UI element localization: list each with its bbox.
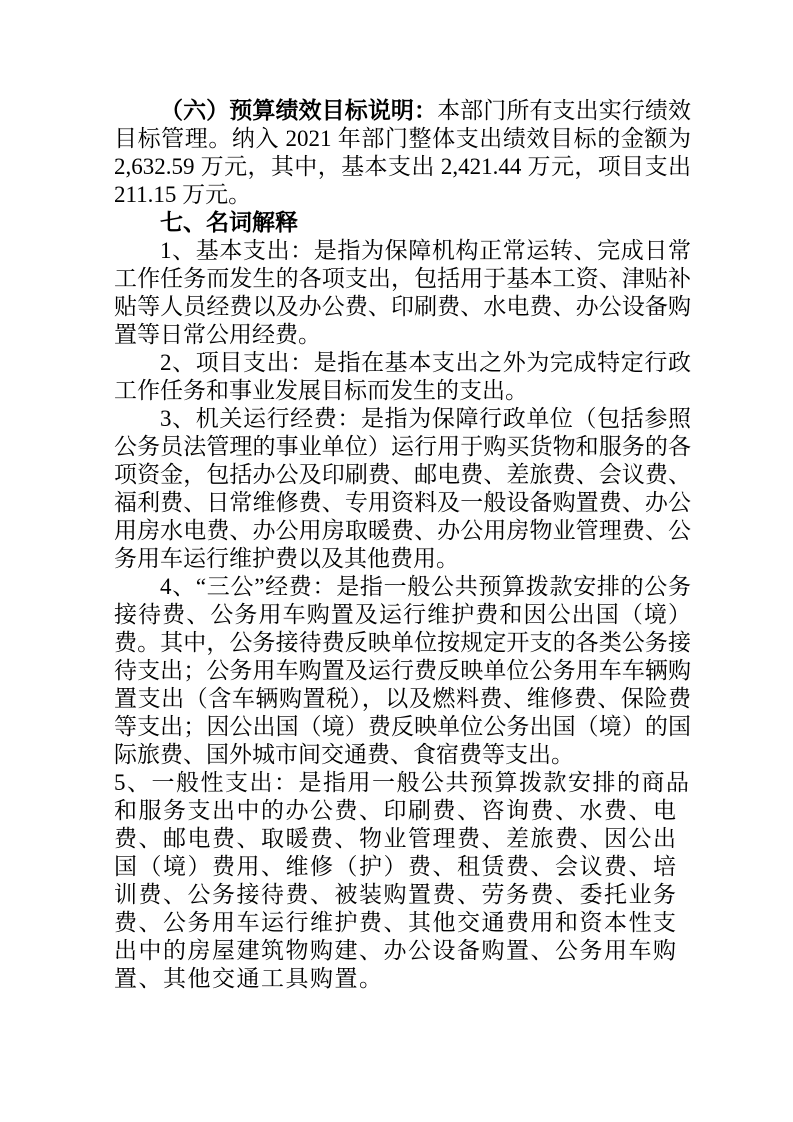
budget-performance-paragraph xyxy=(114,97,691,209)
term-three-public-funds: 4、“三公”经费：是指一般公共预算拨款安排的公务接待费、公务用车购置及运行维护费和因公出国（境）费。其中，公务接待费反映单位按规定开支的各类公务接待支出；公务用车购置及运行费反映单位公务用车车辆购置支出（含车辆购置税），以及燃料费、维修费、保险费等支出；因公出国（境）费反映单位公务出国（境）的国际旅费、国外城市间交通费、食宿费等支出。 xyxy=(114,574,691,767)
glossary-heading: 七、名词解释 xyxy=(160,210,298,235)
term-project-expenditure: 2、项目支出：是指在基本支出之外为完成特定行政工作任务和事业发展目标而发生的支出。 xyxy=(114,350,691,403)
term-general-expenditure: 5、一般性支出：是指用一般公共预算拨款安排的商品和服务支出中的办公费、印刷费、咨询费、水费、电费、邮电费、取暖费、物业管理费、差旅费、因公出国（境）费用、维修（护）费、租赁费、会议费、培训费、公务接待费、被装购置费、劳务费、委托业务费、公务用车运行维护费、其他交通费用和资本性支出中的房屋建筑物购建、办公设备购置、公务用车购置、其他交通工具购置。 xyxy=(114,770,691,991)
budget-performance-body: 本部门所有支出实行绩效目标管理。纳入 2021 年部门整体支出绩效目标的金额为 2,632.59 万元，其中，基本支出 2,421.44 万元，项目支出 211.15 万元。 xyxy=(114,98,692,207)
term-basic-expenditure: 1、基本支出：是指为保障机构正常运转、完成日常工作任务而发生的各项支出，包括用于基本工资、津贴补贴等人员经费以及办公费、印刷费、水电费、办公设备购置等日常公用经费。 xyxy=(114,238,691,347)
document-content xyxy=(114,97,691,993)
budget-performance-lead: （六）预算绩效目标说明： xyxy=(160,98,438,123)
term-agency-operating-funds: 3、机关运行经费：是指为保障行政单位（包括参照公务员法管理的事业单位）运行用于购买货物和服务的各项资金，包括办公及印刷费、邮电费、差旅费、会议费、福利费、日常维修费、专用资料及一般设备购置费、办公用房水电费、办公用房取暖费、办公用房物业管理费、公务用车运行维护费以及其他费用。 xyxy=(114,406,691,571)
